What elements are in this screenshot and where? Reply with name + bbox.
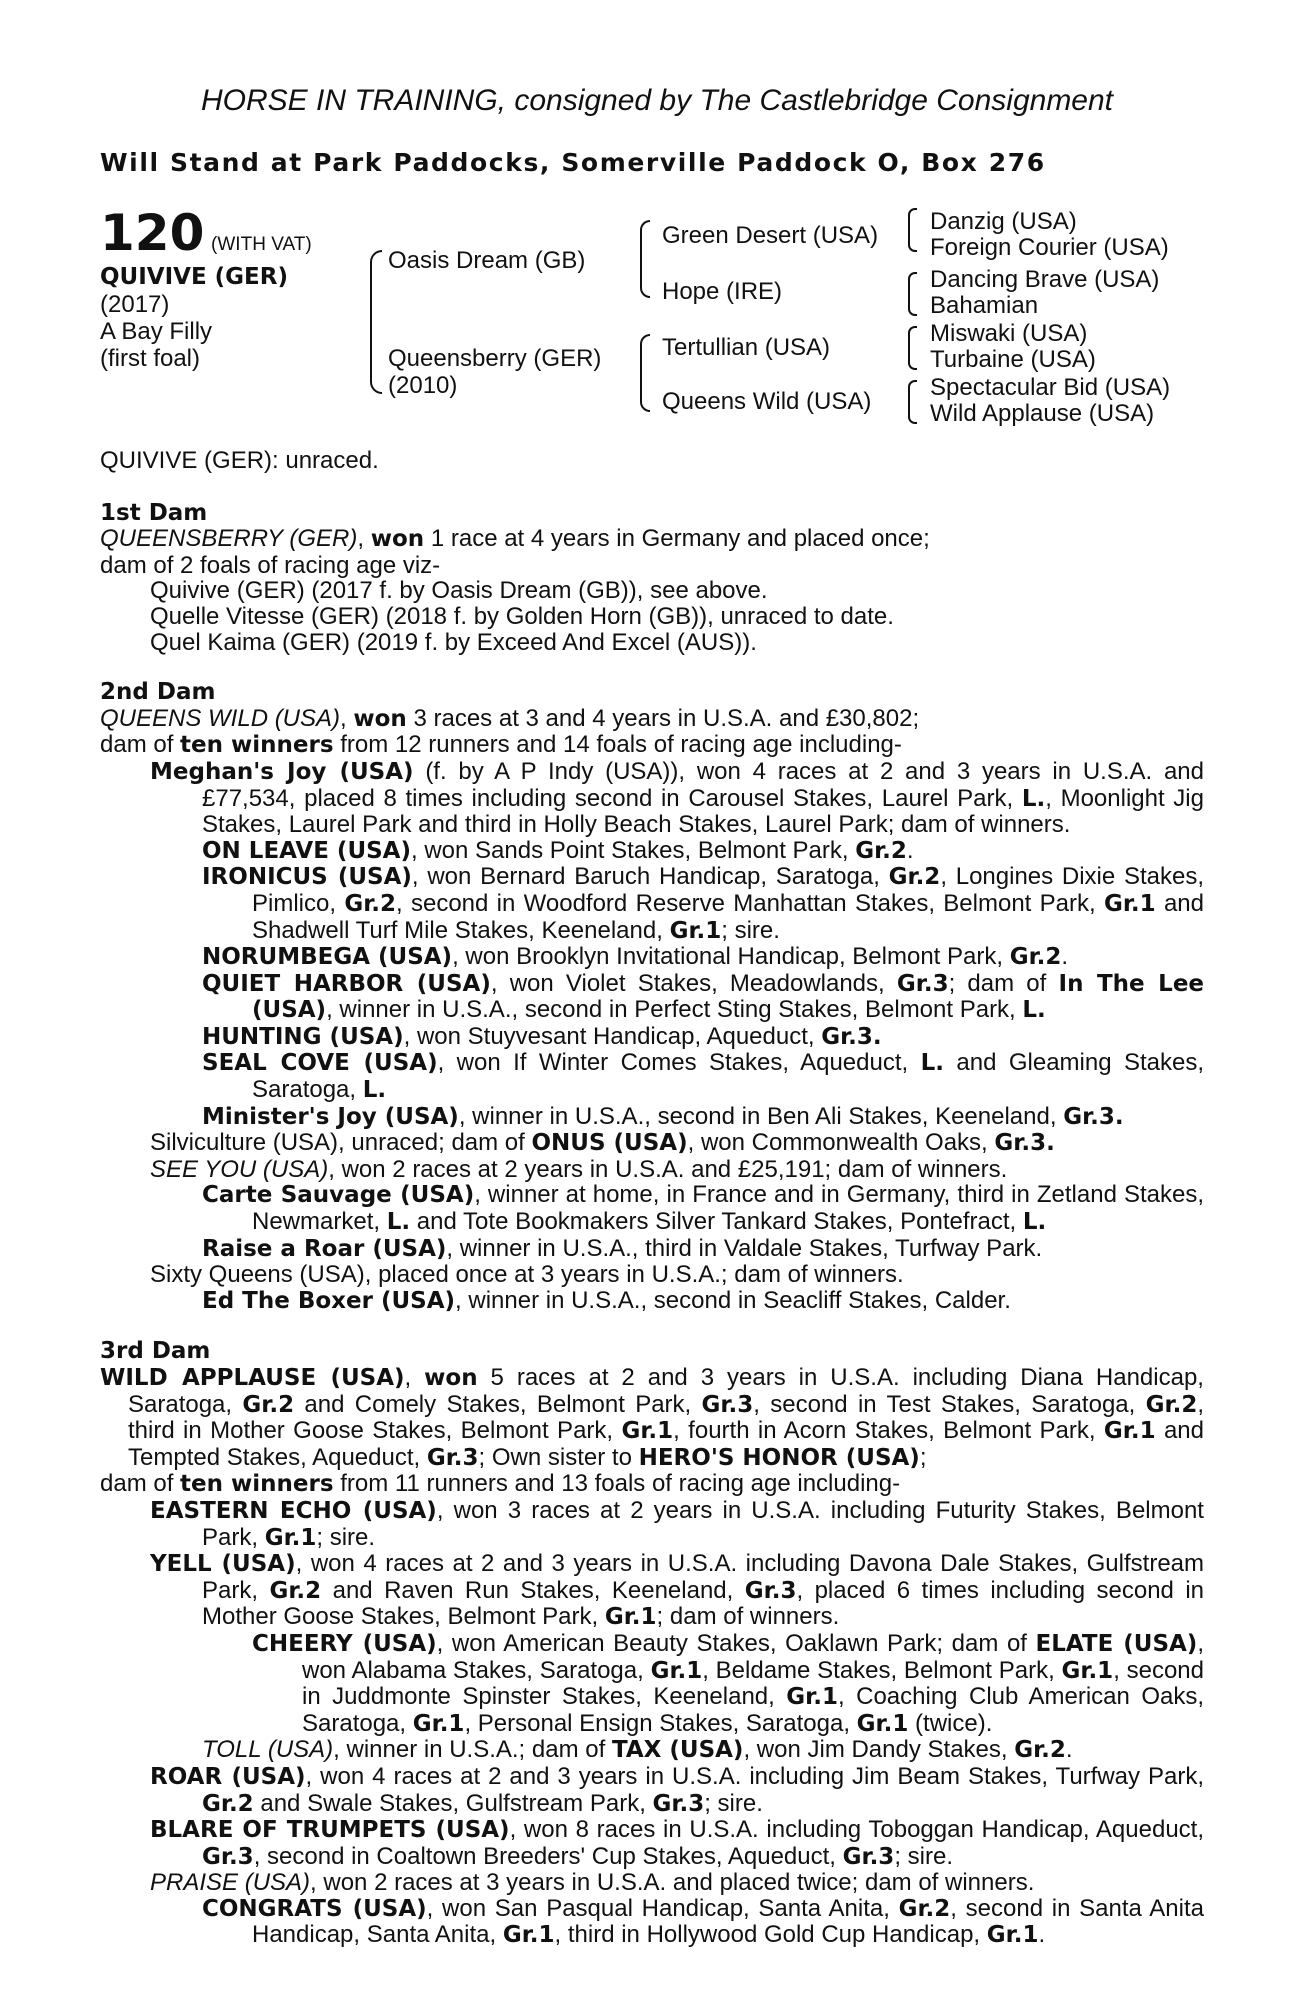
pedigree-sire-dam: Hope (IRE) [662, 278, 783, 305]
pedigree-bracket-dam [640, 334, 650, 412]
horse-name: QUIVIVE (GER) [100, 264, 288, 290]
foal-2: Quelle Vitesse (GER) (2018 f. by Golden Horn (GB)), unraced to date. [150, 602, 894, 630]
pedigree-bracket-g4 [908, 380, 917, 424]
pedigree-g5: Miswaki (USA) [930, 320, 1088, 347]
first-dam-heading: 1st Dam [100, 499, 208, 526]
entry-see-you: SEE YOU (USA), won 2 races at 2 years in U.S.A. and £25,191; dam of winners. [150, 1155, 1008, 1183]
entry-yell: YELL (USA), won 4 races at 2 and 3 years in U.S.A. including Davona Dale Stakes, Gulfstream Park, Gr.2 and Raven Run Stakes, Keeneland, Gr.3, placed 6 times including second in Mother Goose Stakes, Belmont Park, Gr.1; dam of winners. [150, 1550, 1205, 1631]
entry-praise: PRAISE (USA), won 2 races at 3 years in U.S.A. and placed twice; dam of winners. [150, 1869, 1035, 1897]
page-title: HORSE IN TRAINING, consigned by The Castlebridge Consignment [200, 84, 1114, 117]
foal-1: Quivive (GER) (2017 f. by Oasis Dream (GB)), see above. [150, 577, 768, 605]
entry-congrats: CONGRATS (USA), won San Pasqual Handicap, Santa Anita, Gr.2, second in Santa Anita Handicap, Santa Anita, Gr.1, third in Hollywood Gold Cup Handicap, Gr.1. [202, 1894, 1204, 1949]
third-dam-record: WILD APPLAUSE (USA), won 5 races at 2 and 3 years in U.S.A. including Diana Handicap, Saratoga, Gr.2 and Comely Stakes, Belmont Park, Gr.3, second in Test Stakes, Saratoga, Gr.2, third in Mother Goose Stakes, Belmont Park, Gr.1, fourth in Acorn Stakes, Belmont Park, Gr.1 and Tempted Stakes, Aqueduct, Gr.3; Own sister to HERO'S HONOR (USA); [100, 1364, 1205, 1471]
pedigree-dam-year: (2010) [388, 372, 458, 399]
second-dam-produce: dam of ten winners from 12 runners and 14 foals of racing age including- [100, 731, 902, 759]
pedigree-g6: Turbaine (USA) [930, 346, 1096, 373]
first-dam-record: QUEENSBERRY (GER), won 1 race at 4 years in Germany and placed once; [100, 525, 930, 553]
pedigree-dam: Queensberry (GER) [388, 345, 602, 372]
entry-toll: TOLL (USA), winner in U.S.A.; dam of TAX (USA), won Jim Dandy Stakes, Gr.2. [202, 1736, 1073, 1764]
entry-blare-of-trumpets: BLARE OF TRUMPETS (USA), won 8 races in U.S.A. including Toboggan Handicap, Aqueduct, Gr.3, second in Coaltown Breeders' Cup Stakes, Aqueduct, Gr.3; sire. [150, 1816, 1204, 1870]
foaling-year: (2017) [100, 291, 170, 318]
intro-line: QUIVIVE (GER): unraced. [100, 447, 379, 474]
second-dam-record: QUEENS WILD (USA), won 3 races at 3 and 4 years in U.S.A. and £30,802; [100, 704, 920, 732]
entry-eastern-echo: EASTERN ECHO (USA), won 3 races at 2 years in U.S.A. including Futurity Stakes, Belmont Park, Gr.1; sire. [150, 1496, 1204, 1551]
catalogue-body [100, 448, 1204, 1949]
foal-3: Quel Kaima (GER) (2019 f. by Exceed And Excel (AUS)). [150, 628, 757, 656]
third-dam-heading: 3rd Dam [100, 1338, 211, 1365]
lot-number: 120 [100, 204, 205, 262]
second-dam-heading: 2nd Dam [100, 679, 216, 706]
pedigree-g7: Spectacular Bid (USA) [930, 374, 1171, 401]
pedigree-bracket-g1 [908, 208, 917, 252]
entry-on-leave: ON LEAVE (USA), won Sands Point Stakes, Belmont Park, Gr.2. [202, 836, 914, 864]
entry-quiet-harbor: QUIET HARBOR (USA), won Violet Stakes, Meadowlands, Gr.3; dam of In The Lee (USA), winner in U.S.A., second in Perfect Sting Stakes, Belmont Park, L. [202, 969, 1205, 1024]
pedigree-g4: Bahamian [930, 292, 1039, 319]
entry-carte-sauvage: Carte Sauvage (USA), winner at home, in France and in Germany, third in Zetland Stakes, Newmarket, L. and Tote Bookmakers Silver Tankard Stakes, Pontefract, L. [202, 1181, 1204, 1236]
pedigree-g8: Wild Applause (USA) [930, 400, 1155, 427]
entry-cheery: CHEERY (USA), won American Beauty Stakes, Oaklawn Park; dam of ELATE (USA), won Alabama Stakes, Saratoga, Gr.1, Beldame Stakes, Belmont Park, Gr.1, second in Juddmonte Spinster Stakes, Keeneland, Gr.1, Coaching Club American Oaks, Saratoga, Gr.1, Personal Ensign Stakes, Saratoga, Gr.1 (twice). [252, 1629, 1205, 1737]
entry-meghans-joy: Meghan's Joy (USA) (f. by A P Indy (USA)), won 4 races at 2 and 3 years in U.S.A. and £77,534, placed 8 times including second in Carousel Stakes, Laurel Park, L., Moonlight Jig Stakes, Laurel Park and third in Holly Beach Stakes, Laurel Park; dam of winners. [150, 757, 1204, 839]
pedigree-dam-dam: Queens Wild (USA) [662, 388, 872, 415]
pedigree-bracket-g2 [908, 272, 917, 316]
entry-roar: ROAR (USA), won 4 races at 2 and 3 years in U.S.A. including Jim Beam Stakes, Turfway Park, Gr.2 and Swale Stakes, Gulfstream Park, Gr.3; sire. [150, 1762, 1204, 1817]
vat-note: (WITH VAT) [211, 234, 312, 255]
foal-note: (first foal) [100, 345, 201, 372]
pedigree-dam-sire: Tertullian (USA) [662, 334, 831, 361]
stand-location: Will Stand at Park Paddocks, Somerville Paddock O, Box 276 [100, 148, 1046, 177]
lot-info [100, 206, 312, 372]
entry-seal-cove: SEAL COVE (USA), won If Winter Comes Stakes, Aqueduct, L. and Gleaming Stakes, Saratoga, L. [202, 1049, 1204, 1104]
entry-raise-a-roar: Raise a Roar (USA), winner in U.S.A., third in Valdale Stakes, Turfway Park. [202, 1234, 1043, 1262]
third-dam-produce: dam of ten winners from 11 runners and 13 foals of racing age including- [100, 1470, 901, 1498]
entry-sixty-queens: Sixty Queens (USA), placed once at 3 years in U.S.A.; dam of winners. [150, 1261, 904, 1289]
first-dam-produce: dam of 2 foals of racing age viz- [100, 551, 441, 579]
entry-ironicus: IRONICUS (USA), won Bernard Baruch Handicap, Saratoga, Gr.2, Longines Dixie Stakes, Pimlico, Gr.2, second in Woodford Reserve Manhattan Stakes, Belmont Park, Gr.1 and Shadwell Turf Mile Stakes, Keeneland, Gr.1; sire. [202, 863, 1205, 944]
entry-silviculture: Silviculture (USA), unraced; dam of ONUS (USA), won Commonwealth Oaks, Gr.3. [150, 1129, 1055, 1157]
pedigree-sire: Oasis Dream (GB) [388, 247, 586, 274]
pedigree-bracket-sire [640, 220, 650, 298]
entry-ministers-joy: Minister's Joy (USA), winner in U.S.A., second in Ben Ali Stakes, Keeneland, Gr.3. [202, 1102, 1124, 1130]
pedigree-sire-sire: Green Desert (USA) [662, 222, 879, 249]
entry-hunting: HUNTING (USA), won Stuyvesant Handicap, Aqueduct, Gr.3. [202, 1022, 882, 1050]
horse-description: A Bay Filly [100, 318, 213, 345]
entry-norumbega: NORUMBEGA (USA), won Brooklyn Invitational Handicap, Belmont Park, Gr.2. [202, 943, 1069, 971]
pedigree-g1: Danzig (USA) [930, 208, 1077, 235]
pedigree-bracket-g3 [908, 326, 917, 370]
pedigree-g3: Dancing Brave (USA) [930, 266, 1160, 293]
pedigree-g2: Foreign Courier (USA) [930, 234, 1169, 261]
pedigree-bracket-main [370, 250, 382, 394]
entry-ed-the-boxer: Ed The Boxer (USA), winner in U.S.A., second in Seacliff Stakes, Calder. [202, 1286, 1011, 1314]
